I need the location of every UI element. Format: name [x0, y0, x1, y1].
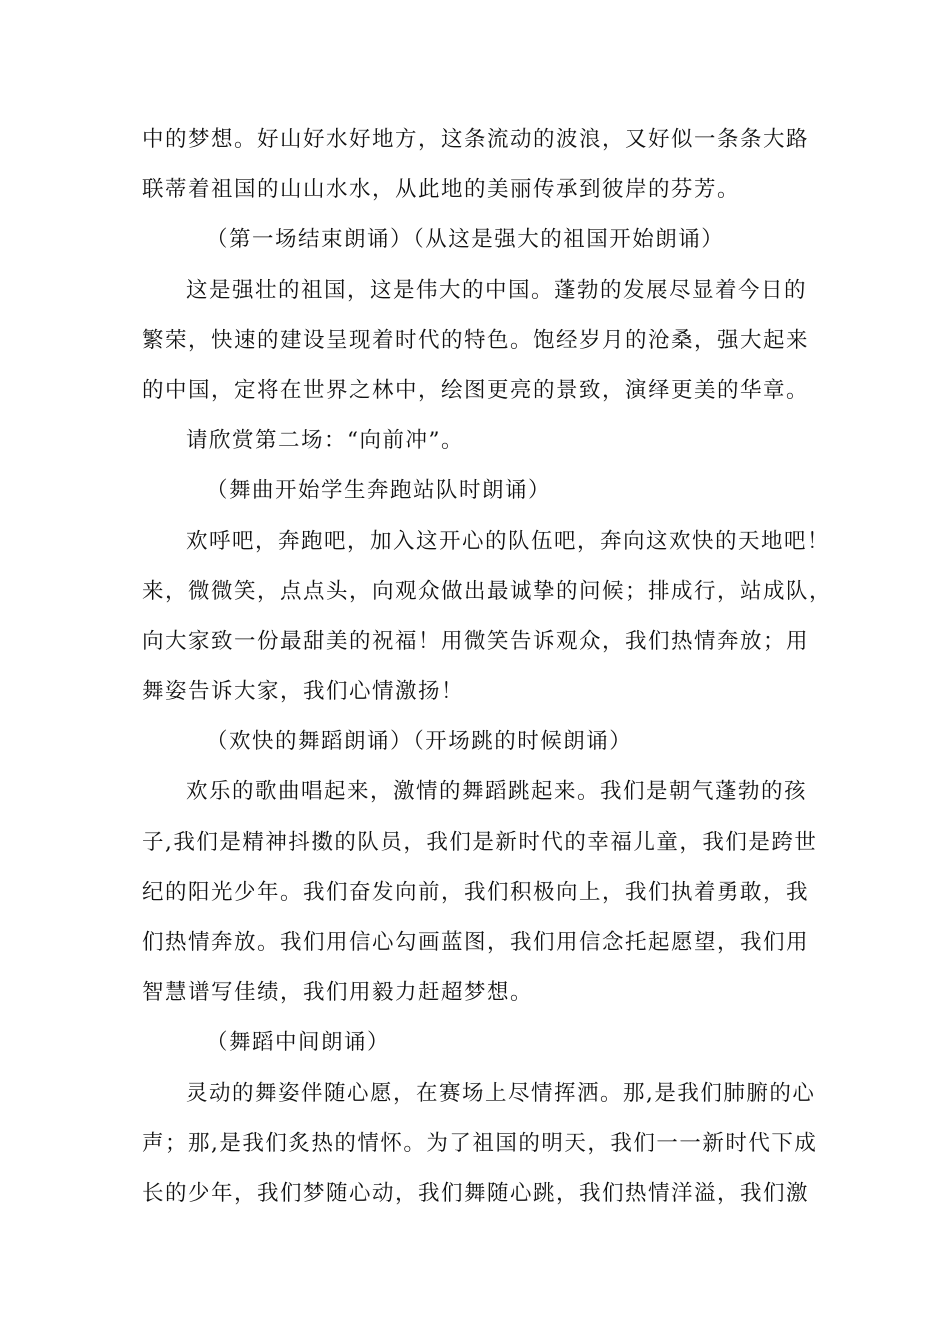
text-line: 声；那,是我们炙热的情怀。为了祖国的明天，我们一一新时代下成 — [142, 1130, 818, 1156]
stage-direction: （第一场结束朗诵）（从这是强大的祖国开始朗诵） — [206, 227, 725, 253]
text-line: 繁荣，快速的建设呈现着时代的特色。饱经岁月的沧桑，强大起来 — [142, 327, 810, 353]
text-line: 子,我们是精神抖擞的队员，我们是新时代的幸福儿童，我们是跨世 — [142, 829, 818, 855]
text-line: 智慧谱写佳绩，我们用毅力赶超梦想。 — [142, 980, 534, 1006]
paragraph-first-line: 欢乐的歌曲唱起来，激情的舞蹈跳起来。我们是朝气蓬勃的孩 — [186, 779, 808, 805]
text-line: 舞姿告诉大家，我们心情激扬！ — [142, 679, 465, 705]
stage-direction: （舞曲开始学生奔跑站队时朗诵） — [206, 478, 552, 504]
document-body — [142, 115, 833, 1219]
text-line: 的中国，定将在世界之林中，绘图更亮的景致，演绎更美的华章。 — [142, 377, 810, 403]
text-line: 向大家致一份最甜美的祝福！用微笑告诉观众，我们热情奔放；用 — [142, 628, 810, 654]
text-line: 来，微微笑，点点头，向观众做出最诚挚的问候；排成行，站成队， — [142, 578, 833, 604]
paragraph-first-line: 灵动的舞姿伴随心愿，在赛场上尽情挥洒。那,是我们肺腑的心 — [186, 1080, 816, 1106]
stage-direction: （欢快的舞蹈朗诵）（开场跳的时候朗诵） — [206, 729, 633, 755]
paragraph-first-line: 请欣赏第二场：“向前冲”。 — [186, 428, 464, 454]
paragraph-first-line: 这是强壮的祖国，这是伟大的中国。蓬勃的发展尽显着今日的 — [186, 277, 808, 303]
text-line: 们热情奔放。我们用信心勾画蓝图，我们用信念托起愿望，我们用 — [142, 930, 810, 955]
paragraph-first-line: 欢呼吧，奔跑吧，加入这开心的队伍吧，奔向这欢快的天地吧！ — [186, 528, 831, 554]
text-line: 中的梦想。好山好水好地方，这条流动的波浪，又好似一条条大路 — [142, 127, 810, 152]
stage-direction: （舞蹈中间朗诵） — [206, 1030, 391, 1056]
text-line: 纪的阳光少年。我们奋发向前，我们积极向上，我们执着勇敢，我 — [142, 879, 810, 905]
text-line: 联蒂着祖国的山山水水，从此地的美丽传承到彼岸的芬芳。 — [142, 177, 741, 203]
text-line: 长的少年，我们梦随心动，我们舞随心跳，我们热情洋溢，我们激 — [142, 1180, 810, 1206]
